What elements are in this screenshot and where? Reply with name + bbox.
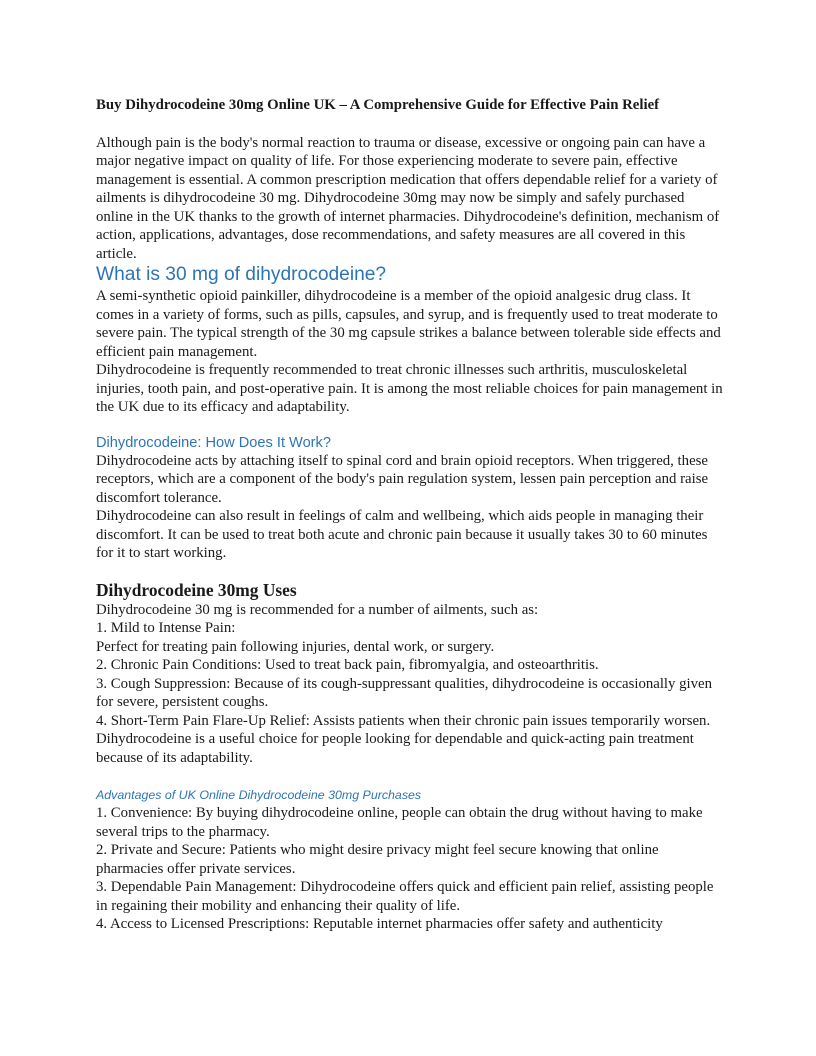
uses-line: 1. Mild to Intense Pain: (96, 620, 236, 636)
document-page (96, 88, 724, 934)
uses-line: Dihydrocodeine is a useful choice for people looking for dependable and quick-acting pain treatment because of its adaptability. (96, 731, 694, 766)
section-heading-advantages: Advantages of UK Online Dihydrocodeine 30mg Purchases (96, 788, 422, 802)
section-heading-uses: Dihydrocodeine 30mg Uses (96, 579, 297, 600)
section1-paragraph: A semi-synthetic opioid painkiller, dihydrocodeine is a member of the opioid analgesic drug class. It comes in a variety of forms, such as pills, capsules, and syrup, and is frequently used to treat moderate to severe pain. The typical strength of the 30 mg capsule strikes a balance between tolerable side effects and efficient pain management. (96, 288, 721, 360)
advantages-line: 1. Convenience: By buying dihydrocodeine online, people can obtain the drug without having to make several trips to the pharmacy. (96, 805, 703, 840)
uses-line: 4. Short-Term Pain Flare-Up Relief: Assists patients when their chronic pain issues temporarily worsen. (96, 712, 711, 729)
section1-paragraph: Dihydrocodeine is frequently recommended to treat chronic illnesses such arthritis, musculoskeletal injuries, tooth pain, and post-operative pain. It is among the most reliable choices for pain management in the UK due to its efficacy and adaptability. (96, 362, 723, 415)
section2-paragraph: Dihydrocodeine acts by attaching itself to spinal cord and brain opioid receptors. When triggered, these receptors, which are a component of the body's pain regulation system, lessen pain perception and raise discomfort tolerance. (96, 452, 709, 506)
section2-paragraph: Dihydrocodeine can also result in feelings of calm and wellbeing, which aids people in managing their discomfort. It can be used to treat both acute and chronic pain because it usually takes 30 to 60 minutes for it to start working. (96, 508, 708, 561)
uses-line: 2. Chronic Pain Conditions: Used to treat back pain, fibromyalgia, and osteoarthritis. (96, 657, 599, 673)
advantages-line: 4. Access to Licensed Prescriptions: Reputable internet pharmacies offer safety and authenticity (96, 916, 663, 932)
advantages-line: 3. Dependable Pain Management: Dihydrocodeine offers quick and efficient pain relief, assisting people in regaining their mobility and enhancing their quality of life. (96, 879, 714, 914)
uses-line: Perfect for treating pain following injuries, dental work, or surgery. (96, 638, 495, 655)
section-heading-what-is: What is 30 mg of dihydrocodeine? (96, 264, 387, 285)
section-heading-how-it-works: Dihydrocodeine: How Does It Work? (96, 434, 331, 451)
intro-paragraph: Although pain is the body's normal reaction to trauma or disease, excessive or ongoing pain can have a major negative impact on quality of life. For those experiencing moderate to severe pain, effective management is essential. A common prescription medication that offers dependable relief for a variety of ailments is dihydrocodeine 30 mg. Dihydrocodeine 30mg may now be simply and safely purchased online in the UK thanks to the growth of internet pharmacies. Dihydrocodeine's definition, mechanism of action, applications, advantages, dose recommendations, and safety measures are all covered in this article. (96, 134, 720, 262)
uses-line: Dihydrocodeine 30 mg is recommended for a number of ailments, such as: (96, 601, 539, 618)
document-title: Buy Dihydrocodeine 30mg Online UK – A Comprehensive Guide for Effective Pain Relief (96, 97, 660, 113)
advantages-line: 2. Private and Secure: Patients who might desire privacy might feel secure knowing that online pharmacies offer private services. (96, 842, 659, 877)
uses-line: 3. Cough Suppression: Because of its cough-suppressant qualities, dihydrocodeine is occasionally given for severe, persistent coughs. (96, 675, 713, 710)
